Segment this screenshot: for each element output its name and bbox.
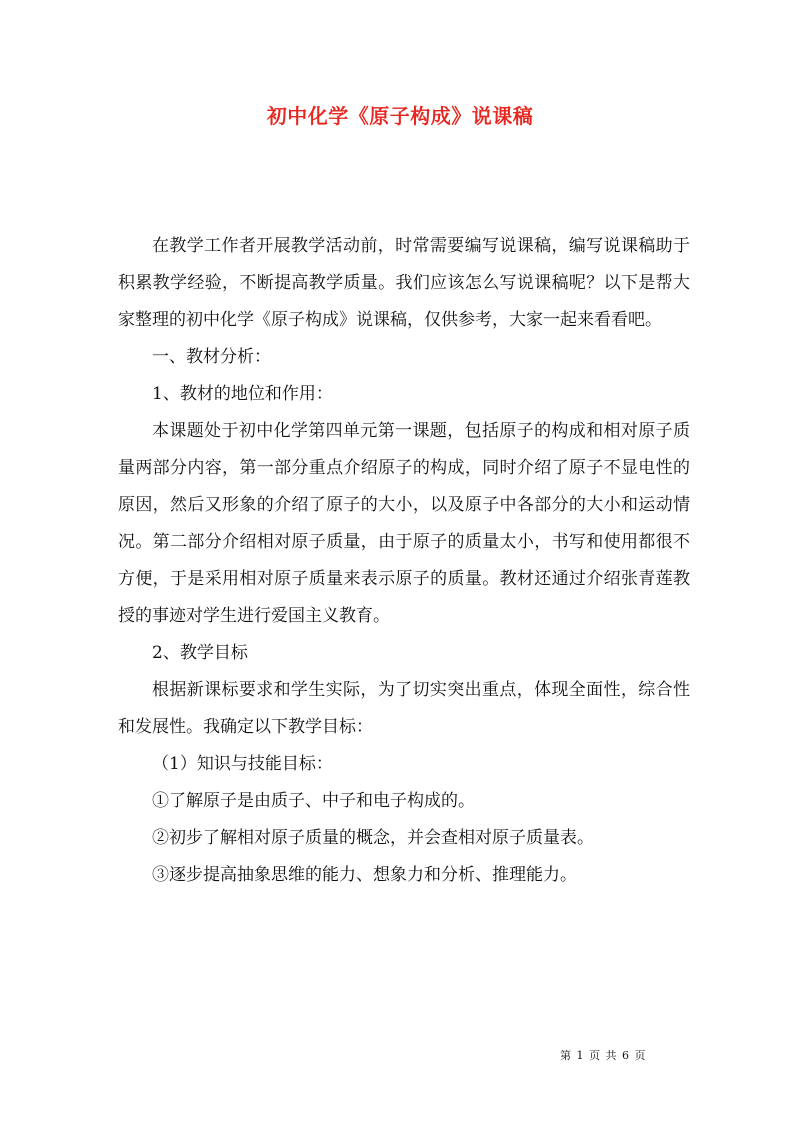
goal-item-3: ③逐步提高抽象思维的能力、想象力和分析、推理能力。 — [152, 865, 577, 885]
document-body — [118, 228, 690, 894]
goals-paragraph: 根据新课标要求和学生实际，为了切实突出重点，体现全面性，综合性和发展性。我确定以下教学目标： — [118, 680, 690, 737]
page-number-footer: 第 1 页 共 6 页 — [560, 1049, 647, 1062]
intro-paragraph: 在教学工作者开展教学活动前，时常需要编写说课稿，编写说课稿助于积累教学经验，不断提高教学质量。我们应该怎么写说课稿呢？以下是帮大家整理的初中化学《原子构成》说课稿，仅供参考，大家一起来看看吧。 — [118, 236, 690, 330]
materials-paragraph: 本课题处于初中化学第四单元第一课题，包括原子的构成和相对原子质量两部分内容，第一部分重点介绍原子的构成，同时介绍了原子不显电性的原因，然后又形象的介绍了原子的大小，以及原子中各部分的大小和运动情况。第二部分介绍相对原子质量，由于原子的质量太小，书写和使用都很不方便，于是采用相对原子质量来表示原子的质量。教材还通过介绍张青莲教授的事迹对学生进行爱国主义教育。 — [118, 421, 690, 626]
section-heading-materials: 一、教材分析： — [152, 347, 271, 367]
goal-item-2: ②初步了解相对原子质量的概念，并会查相对原子质量表。 — [152, 828, 594, 848]
subsection-heading-role: 1、教材的地位和作用： — [152, 384, 333, 404]
document-title: 初中化学《原子构成》说课稿 — [266, 104, 534, 128]
goal-category-knowledge: （1）知识与技能目标： — [152, 754, 333, 774]
subsection-heading-goals: 2、教学目标 — [152, 643, 248, 663]
goal-item-1: ①了解原子是由质子、中子和电子构成的。 — [152, 791, 475, 811]
